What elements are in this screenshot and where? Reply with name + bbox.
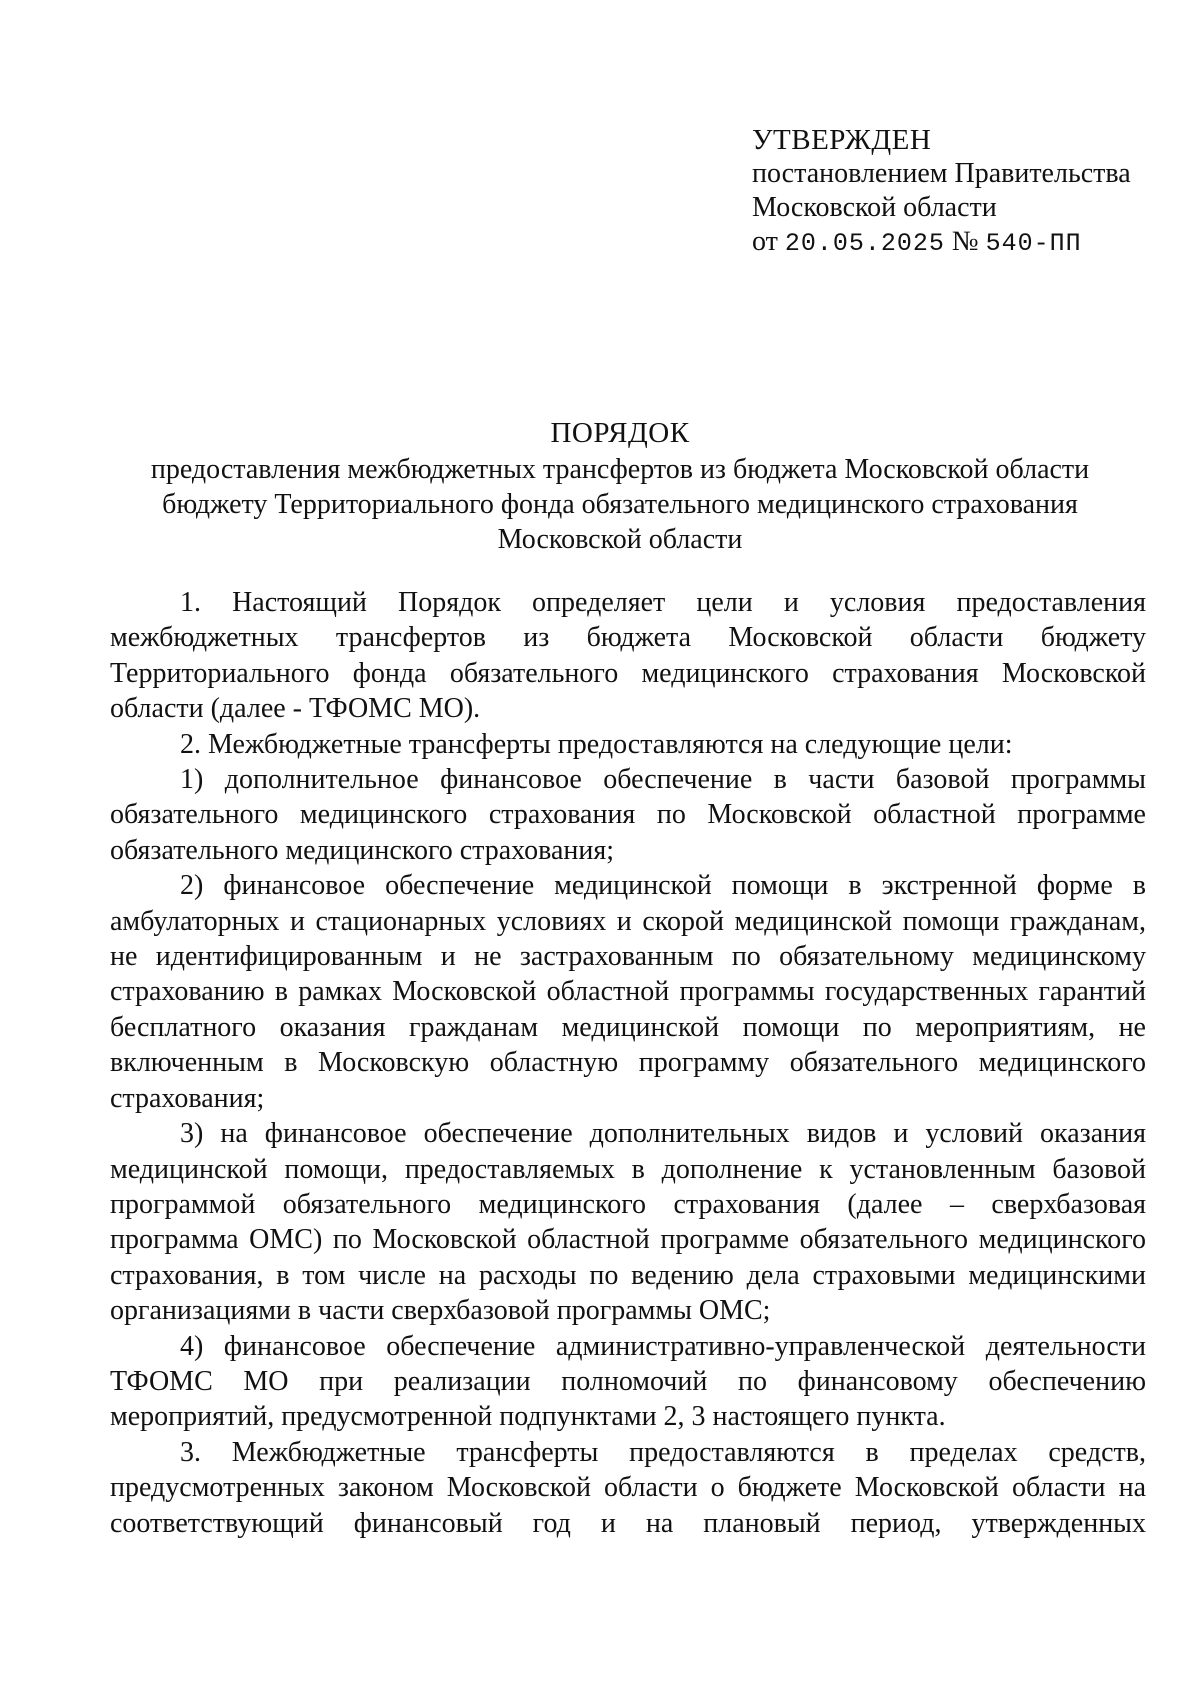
document-heading [110, 416, 1130, 557]
document-title: ПОРЯДОК [550, 417, 690, 449]
approval-stamp-block [752, 123, 1172, 261]
paragraph-2-item-2: 2) финансовое обеспечение медицинской помощи в экстренной форме в амбулаторных и стационарных условиях и скорой медицинской помощи гражданам, не идентифицированным и не застрахованным по обязательному медицинскому страхованию в рамках Московской областной программы государственных гарантий бесплатного оказания гражданам медицинской помощи по мероприятиям, не включенным в Московскую областную программу обязательного медицинского страхования; [110, 870, 1146, 1114]
paragraph-2-item-1: 1) дополнительное финансовое обеспечение в части базовой программы обязательного медицинского страхования по Московской областной программе обязательного медицинского страхования; [110, 764, 1146, 866]
approval-date-line [752, 225, 1172, 261]
paragraph-1: 1. Настоящий Порядок определяет цели и условия предоставления межбюджетных трансфертов из бюджета Московской области бюджету Территориального фонда обязательного медицинского страхования Московской области (далее - ТФОМС МО). [110, 587, 1146, 725]
paragraph-2: 2. Межбюджетные трансферты предоставляются на следующие цели: [180, 728, 1013, 760]
decree-number: 540-ПП [985, 229, 1082, 258]
date-prefix: от [752, 226, 778, 257]
paragraph-3: 3. Межбюджетные трансферты предоставляются в пределах средств, предусмотренных законом Московской области о бюджете Московской области на соответствующий финансовый год и на плановый период, утвержденных [110, 1436, 1146, 1539]
document-subtitle: предоставления межбюджетных трансфертов из бюджета Московской области бюджету Территориального фонда обязательного медицинского страхования Московской области [150, 454, 1090, 555]
paragraph-2-item-3: 3) на финансовое обеспечение дополнительных видов и условий оказания медицинской помощи, предоставляемых в дополнение к установленным базовой программой обязательного медицинского страхования (далее – сверхбазовая программа ОМС) по Московской областной программе обязательного медицинского страхования, в том числе на расходы по ведению дела страховыми медицинскими организациями в части сверхбазовой программы ОМС; [110, 1118, 1146, 1327]
decree-date: 20.05.2025 [784, 229, 945, 258]
approval-line-2: Московской области [752, 192, 997, 223]
approval-stamp: УТВЕРЖДЕН [752, 124, 932, 156]
paragraph-2-item-4: 4) финансовое обеспечение административно-управленческой деятельности ТФОМС МО при реализации полномочий по финансовому обеспечению мероприятий, предусмотренной подпунктами 2, 3 настоящего пункта. [110, 1330, 1146, 1433]
document-body [110, 585, 1146, 1541]
number-sign: № [951, 226, 979, 257]
approval-line-1: постановлением Правительства [752, 158, 1131, 189]
